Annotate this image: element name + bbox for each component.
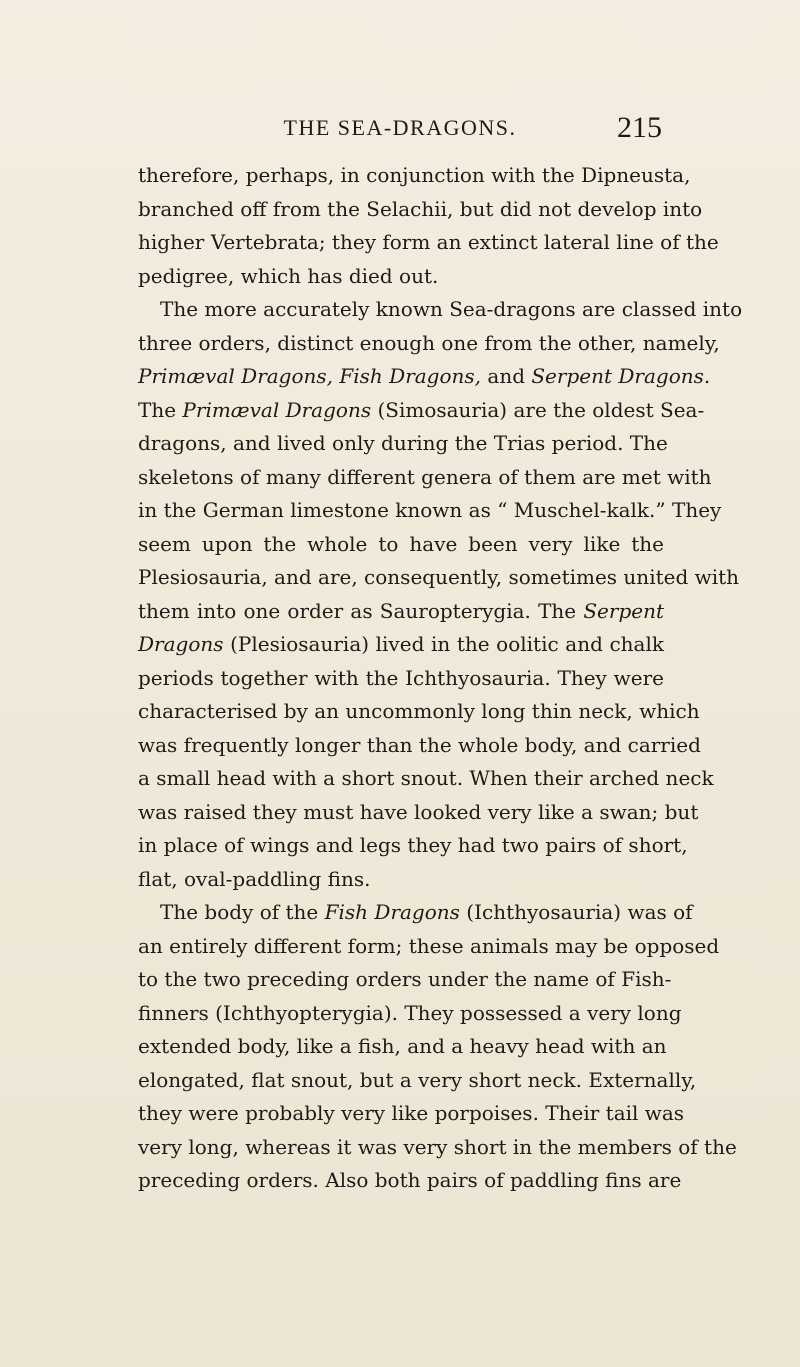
text-line: very long, whereas it was very short in the members of the	[138, 1134, 737, 1159]
text-line: Primæval Dragons, Fish Dragons, and Serpent Dragons.	[138, 364, 711, 388]
text-line: Plesiosauria, and are, consequently, sometimes united with	[138, 565, 740, 589]
text-line: preceding orders. Also both pairs of paddling fins are	[138, 1168, 682, 1192]
text-line: branched off from the Selachii, but did not develop into	[138, 196, 703, 221]
text-line: was frequently longer than the whole body, and carried	[138, 732, 701, 757]
text-line: elongated, flat snout, but a very short neck. Externally,	[138, 1067, 697, 1092]
text-line: seem upon the whole to have been very like the	[138, 531, 664, 556]
text-line: skeletons of many different genera of them are met with	[138, 464, 712, 489]
text-line: three orders, distinct enough one from the other, namely,	[138, 330, 720, 355]
text-line: an entirely different form; these animals may be opposed	[138, 933, 720, 958]
running-title: THE SEA-DRAGONS.	[283, 115, 517, 140]
text-line: The more accurately known Sea-dragons are classed into	[160, 297, 743, 321]
body-text	[138, 159, 743, 1198]
text-line: was raised they must have looked very like a swan; but	[138, 799, 699, 824]
text-line: higher Vertebrata; they form an extinct lateral line of the	[138, 230, 719, 254]
text-line: dragons, and lived only during the Trias period. The	[138, 431, 668, 455]
text-line: to the two preceding orders under the name of Fish-	[138, 967, 672, 991]
text-line: flat, oval-paddling fins.	[138, 866, 371, 891]
text-line: therefore, perhaps, in conjunction with the Dipneusta,	[138, 163, 691, 187]
text-line: in the German limestone known as “ Muschel-kalk.” They	[138, 498, 722, 522]
text-line: in place of wings and legs they had two pairs of short,	[138, 833, 688, 857]
text-line: finners (Ichthyopterygia). They possessed a very long	[138, 1000, 682, 1025]
text-line: Dragons (Plesiosauria) lived in the oolitic and chalk	[138, 632, 664, 656]
running-head	[0, 113, 800, 153]
text-line: characterised by an uncommonly long thin neck, which	[138, 699, 700, 723]
text-line: pedigree, which has died out.	[138, 263, 439, 288]
text-line: periods together with the Ichthyosauria. They were	[138, 665, 664, 690]
text-line: them into one order as Sauropterygia. The Serpent	[138, 598, 664, 623]
text-line: The body of the Fish Dragons (Ichthyosauria) was of	[160, 900, 693, 924]
text-line: The Primæval Dragons (Simosauria) are the oldest Sea-	[138, 397, 705, 422]
text-line: a small head with a short snout. When their arched neck	[138, 766, 714, 790]
text-line: extended body, like a fish, and a heavy head with an	[138, 1034, 667, 1058]
text-line: they were probably very like porpoises. Their tail was	[138, 1101, 685, 1125]
page-number: 215	[617, 111, 662, 144]
